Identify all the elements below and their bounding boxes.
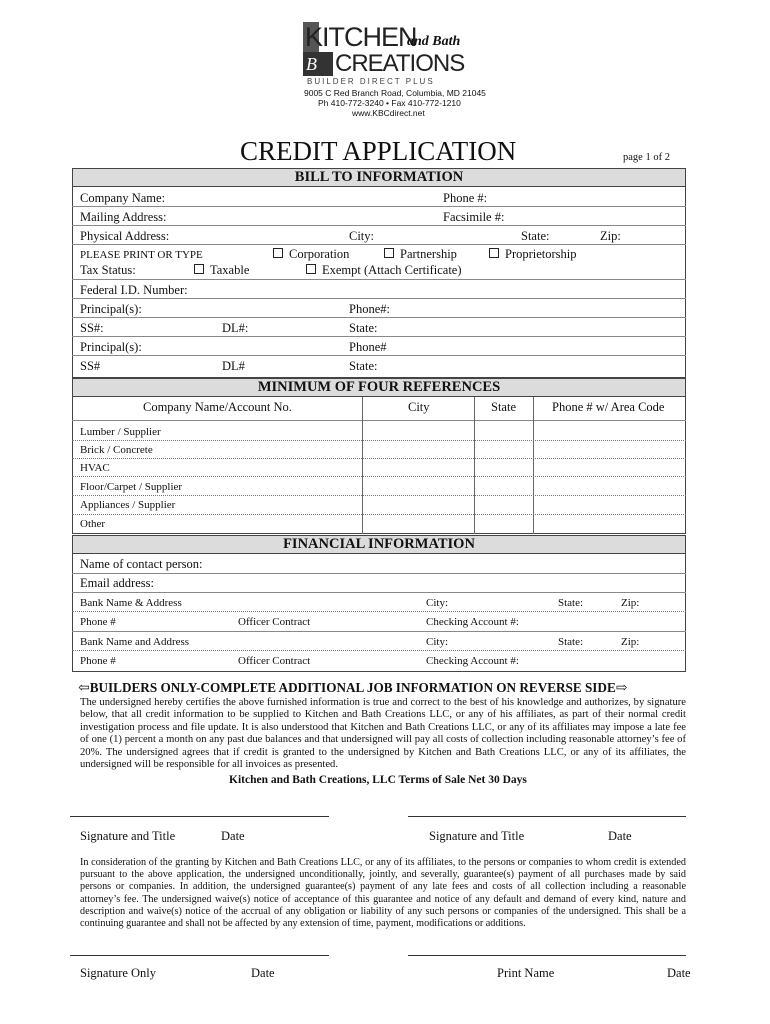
- terms-of-sale: Kitchen and Bath Creations, LLC Terms of Sale Net 30 Days: [229, 774, 527, 786]
- page-title: CREDIT APPLICATION: [240, 136, 517, 166]
- ref-row-lumber: Lumber / Supplier: [80, 426, 161, 438]
- date-left-label: Date: [221, 829, 245, 843]
- ss-2-label: SS#: [80, 359, 101, 373]
- checkbox-icon: [384, 248, 394, 258]
- print-name-label: Print Name: [497, 966, 555, 980]
- signature-title-right-label: Signature and Title: [429, 829, 525, 843]
- ref-row-brick: Brick / Concrete: [80, 444, 153, 456]
- logo-and-bath: and Bath: [407, 34, 461, 49]
- logo-creations: CREATIONS: [335, 50, 465, 77]
- bank-1-checking-label: Checking Account #:: [426, 616, 519, 628]
- signature-only-label: Signature Only: [80, 966, 157, 980]
- principal-2-phone-label: Phone#: [349, 340, 387, 354]
- bank-2-state-label: State:: [558, 636, 584, 648]
- bank-2-label: Bank Name and Address: [80, 636, 190, 648]
- principal-1-label: Principal(s):: [80, 302, 142, 316]
- print-instruction: PLEASE PRINT OR TYPE: [80, 249, 203, 261]
- bank-1-phone-label: Phone #: [80, 616, 116, 628]
- company-phone: Ph 410-772-3240 • Fax 410-772-1210: [318, 98, 461, 108]
- arrow-left-icon: ⇦: [78, 681, 90, 696]
- phone-label: Phone #:: [443, 191, 488, 205]
- bank-2-checking-label: Checking Account #:: [426, 655, 519, 667]
- date-bottom-right-label: Date: [667, 966, 691, 980]
- bank-1-officer-label: Officer Contract: [238, 616, 311, 628]
- col-company-account: Company Name/Account No.: [143, 400, 292, 414]
- date-right-label: Date: [608, 829, 632, 843]
- arrow-right-icon: ⇨: [615, 681, 628, 696]
- guarantee-paragraph: In consideration of the granting by Kitchen and Bath Creations LLC, or any of its affiliates, to the persons or companies to whom credit is extended pursuant to the above application, the undersigned unconditionally, jointly, and severally, guarantee(s) payment of all purchases made by said persons or companies. In addition, the undersigned guarantee(s) payment of any late fees and costs of all collection including a reasonable attorney’s fee. The undersigned waive(s) notice of acceptance of this guarantee and notice of any default and demand of every kind, nature and description and waive(s) notice of the accrual of any obligation or liability of any such persons or companies of the undersigned. This shall be a continuing guarantee and shall not be affected by any extension of time, payment, modifications or additions.: [80, 857, 686, 930]
- checkbox-icon: [194, 264, 204, 274]
- corporation-option[interactable]: Corporation: [273, 247, 349, 261]
- checkbox-icon: [273, 248, 283, 258]
- builders-notice: ⇦BUILDERS ONLY-COMPLETE ADDITIONAL JOB INFORMATION ON REVERSE SIDE⇨: [78, 680, 628, 696]
- certification-paragraph: The undersigned hereby certifies the above furnished information is true and correct to the best of his knowledge and authorizes, by signature below, that all credit information to be supplied to Kitchen and Bath Creations LLC, or any of his affiliates, as part of their normal credit investigation process and file update. It is also understood that Kitchen and Bath Creations LLC, or any of its affiliates may impose a late fee of one (1) percent a month on any past due balances and that undersigned will pay all costs of collection including reasonable attorney’s fee of 20%. The undersigned agrees that if credit is granted to the undersigned by Kitchen and Bath Creations LLC, or any of its affiliates, the undersigned will be responsible for all invoices as presented.: [80, 697, 686, 771]
- company-address: 9005 C Red Branch Road, Columbia, MD 21045: [304, 88, 486, 98]
- contact-person-label: Name of contact person:: [80, 557, 203, 571]
- bank-1-label: Bank Name & Address: [80, 597, 182, 609]
- date-bottom-left-label: Date: [251, 966, 275, 980]
- dl-1-label: DL#:: [222, 321, 249, 335]
- principal-1-phone-label: Phone#:: [349, 302, 390, 316]
- principal-2-label: Principal(s):: [80, 340, 142, 354]
- ref-row-other: Other: [80, 518, 106, 530]
- company-website: www.KBCdirect.net: [352, 108, 425, 118]
- email-address-label: Email address:: [80, 576, 154, 590]
- bank-2-phone-label: Phone #: [80, 655, 116, 667]
- company-logo: [303, 22, 468, 84]
- signature-title-left-label: Signature and Title: [80, 829, 176, 843]
- state-2-label: State:: [349, 359, 378, 373]
- col-state: State: [491, 400, 516, 414]
- federal-id-label: Federal I.D. Number:: [80, 283, 188, 297]
- tax-status-label: Tax Status:: [80, 263, 136, 277]
- bank-2-city-label: City:: [426, 636, 449, 648]
- page-number: page 1 of 2: [623, 152, 670, 163]
- mailing-address-label: Mailing Address:: [80, 210, 167, 224]
- state-label: State:: [521, 229, 550, 243]
- financial-heading: FINANCIAL INFORMATION: [72, 535, 686, 554]
- ref-row-hvac: HVAC: [80, 462, 110, 474]
- partnership-option[interactable]: Partnership: [384, 247, 457, 261]
- dl-2-label: DL#: [222, 359, 245, 373]
- checkbox-icon: [489, 248, 499, 258]
- zip-label: Zip:: [600, 229, 621, 243]
- proprietorship-option[interactable]: Proprietorship: [489, 247, 577, 261]
- bank-1-zip-label: Zip:: [621, 597, 640, 609]
- ref-row-appliances: Appliances / Supplier: [80, 499, 176, 511]
- facsimile-label: Facsimile #:: [443, 210, 505, 224]
- ref-row-floor: Floor/Carpet / Supplier: [80, 481, 183, 493]
- col-phone-area-code: Phone # w/ Area Code: [552, 400, 665, 414]
- logo-badge: B: [306, 54, 317, 74]
- state-1-label: State:: [349, 321, 378, 335]
- ss-1-label: SS#:: [80, 321, 104, 335]
- checkbox-icon: [306, 264, 316, 274]
- city-label: City:: [349, 229, 375, 243]
- col-city: City: [408, 400, 430, 414]
- bill-to-heading: BILL TO INFORMATION: [72, 168, 686, 187]
- bank-2-officer-label: Officer Contract: [238, 655, 311, 667]
- exempt-option[interactable]: Exempt (Attach Certificate): [306, 263, 462, 277]
- logo-tagline: BUILDER DIRECT PLUS: [307, 77, 435, 86]
- company-name-label: Company Name:: [80, 191, 166, 205]
- bank-1-city-label: City:: [426, 597, 449, 609]
- logo-kitchen: KITCHEN: [305, 22, 417, 52]
- bank-1-state-label: State:: [558, 597, 584, 609]
- references-heading: MINIMUM OF FOUR REFERENCES: [72, 378, 686, 397]
- physical-address-label: Physical Address:: [80, 229, 170, 243]
- bank-2-zip-label: Zip:: [621, 636, 640, 648]
- taxable-option[interactable]: Taxable: [194, 263, 249, 277]
